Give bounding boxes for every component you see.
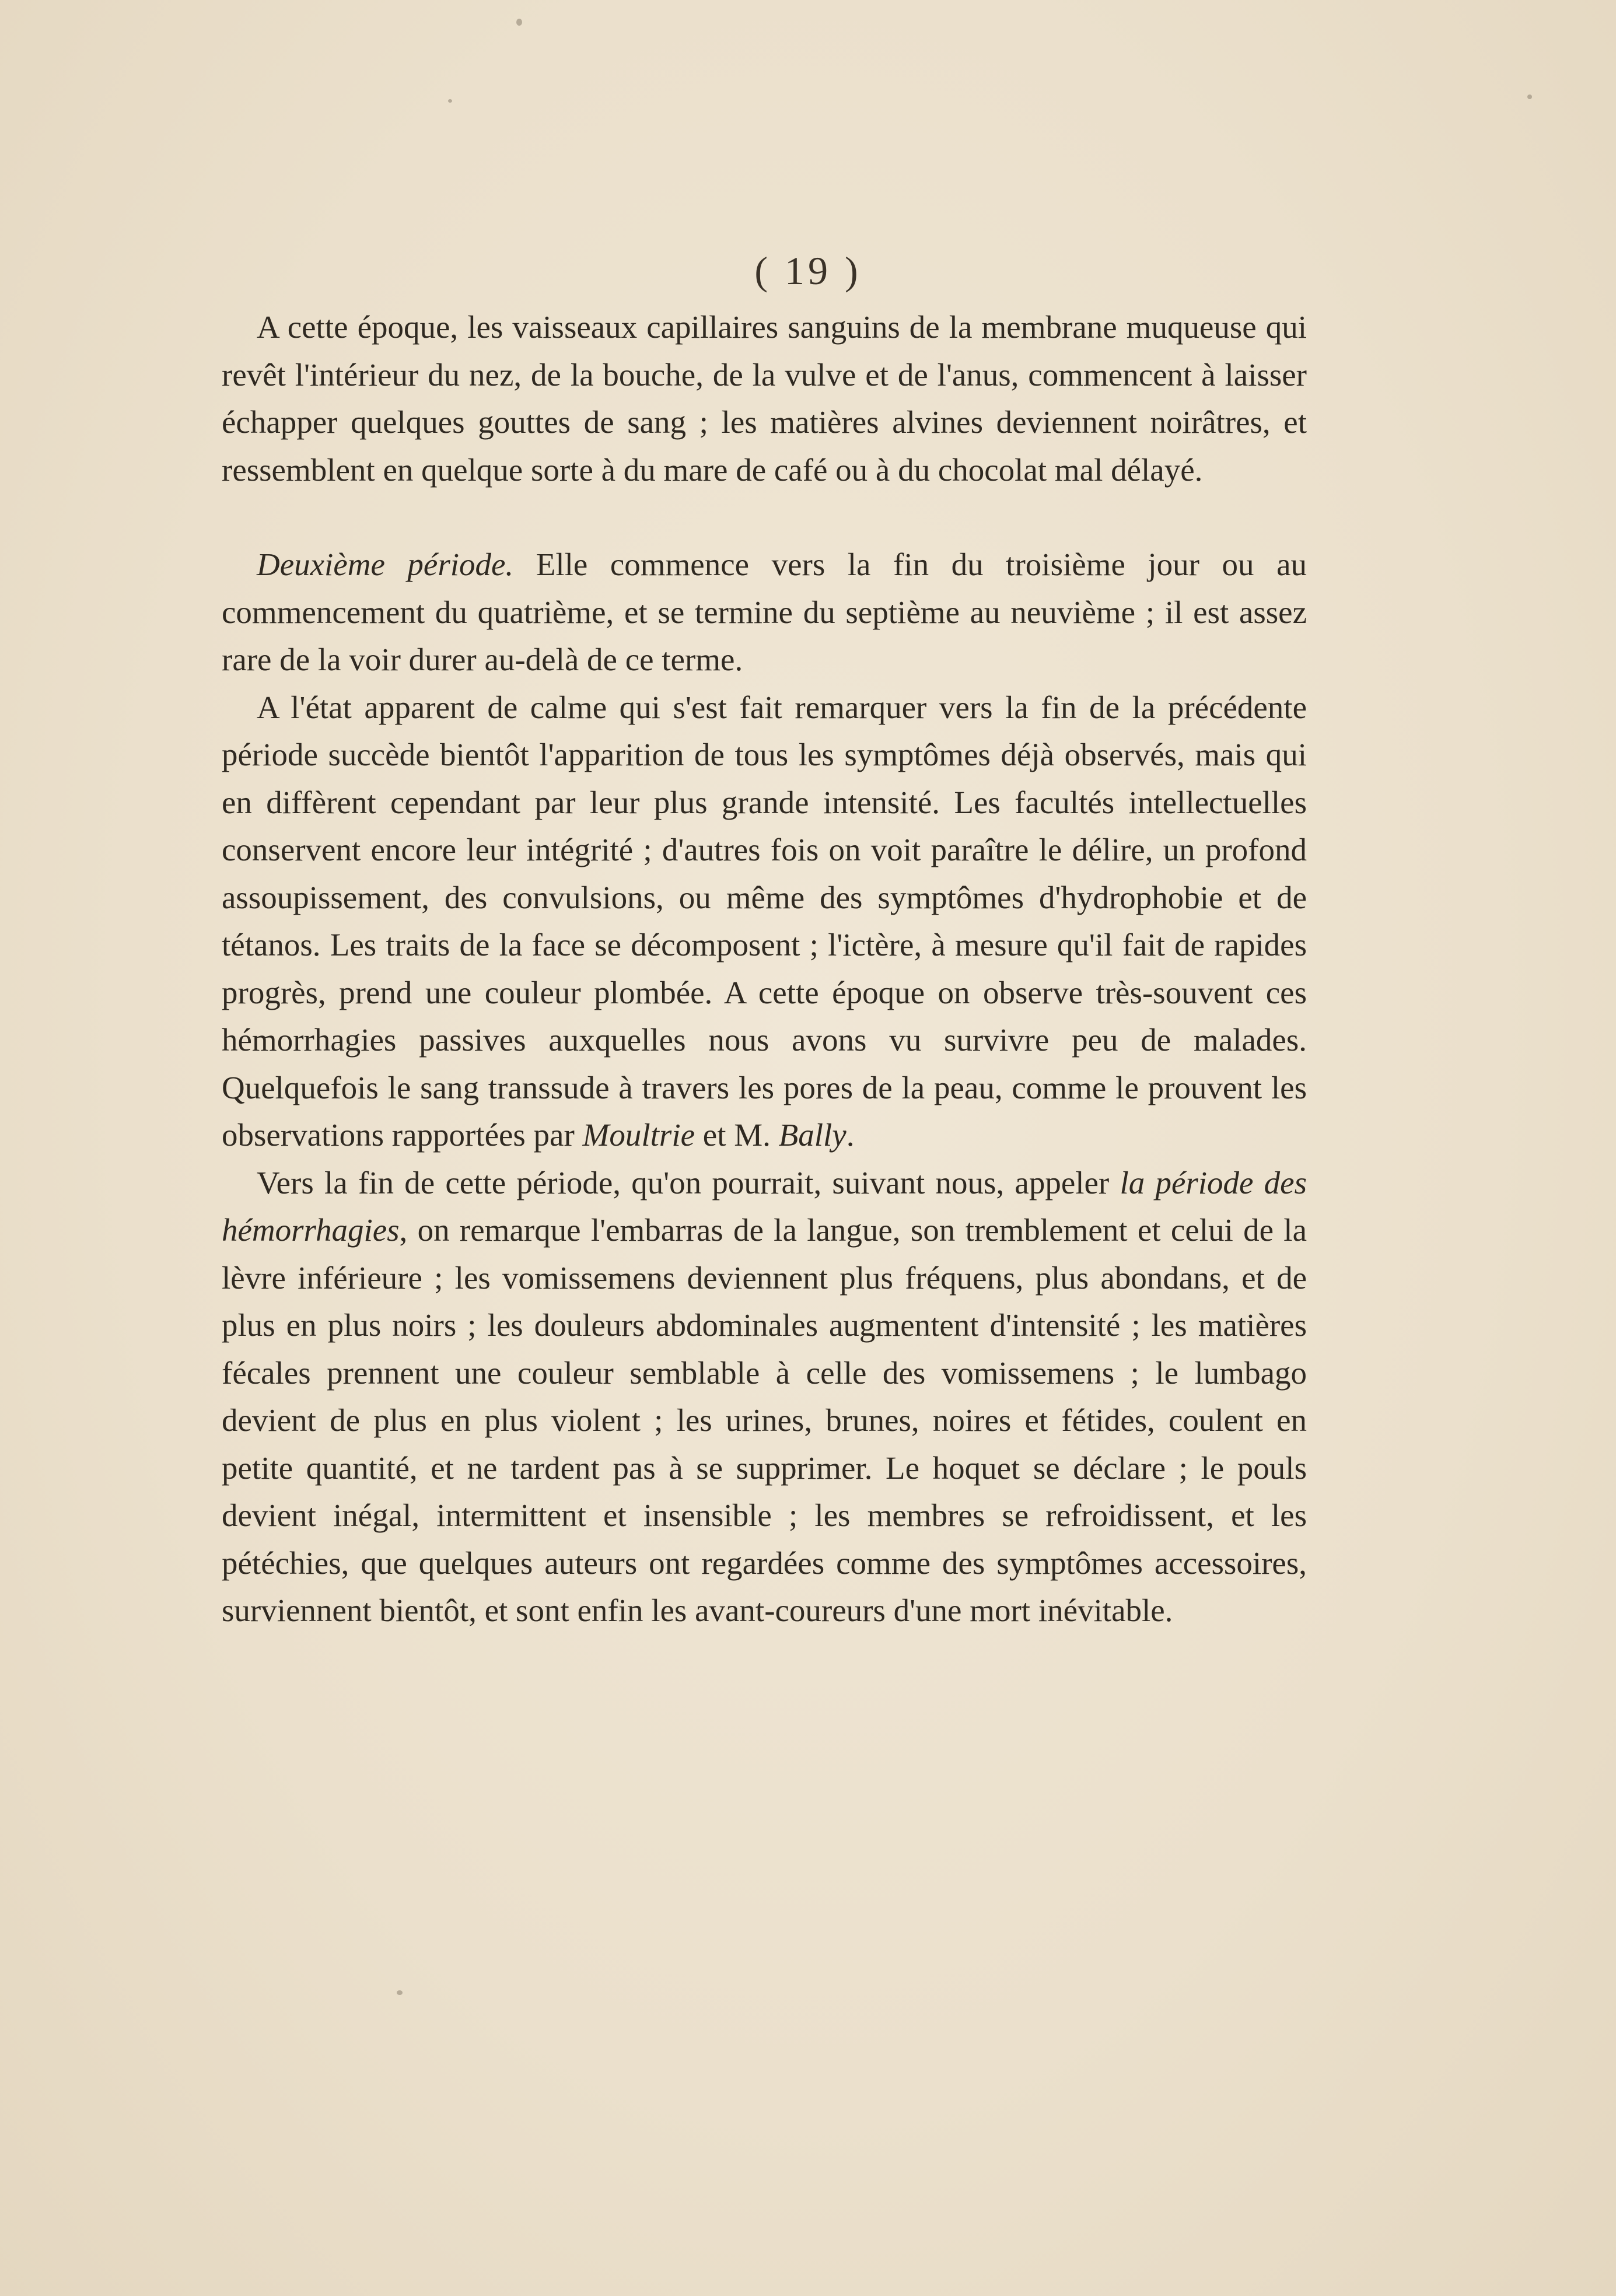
paragraph-3-text-before: A l'état apparent de calme qui s'est fait remarquer vers la fin de la précédente période succède bientôt l'apparition de tous les symptômes déjà observés, mais qui en diffèrent cependant par leur plus grande intensité. Les facultés intellectuelles conservent encore leur intégrité ; d'autres fois on voit paraître le délire, un profond assoupissement, des convulsions, ou même des symptômes d'hydrophobie et de tétanos. Les traits de la face se décomposent ; l'ictère, à mesure qu'il fait de rapides progrès, prend une couleur plombée. A cette époque on observe très-souvent ces hémorrhagies passives auxquelles nous avons vu survivre peu de malades. Quelquefois le sang transsude à travers les pores de la peau, comme le prouvent les observations rapportées par [222, 689, 1307, 1153]
paper-speck [448, 99, 452, 103]
paper-speck [516, 19, 522, 26]
paragraph-4 [222, 1159, 1307, 1634]
paragraph-3-text-middle: et M. [695, 1117, 779, 1153]
body-text [222, 303, 1307, 1634]
paragraph-4-text-before: Vers la fin de cette période, qu'on pourrait, suivant nous, appeler [257, 1164, 1120, 1200]
period-name-italic: la période des hémorrhagies [222, 1164, 1307, 1248]
paragraph-1-text: A cette époque, les vaisseaux capillaires sanguins de la membrane muqueuse qui revêt l'intérieur du nez, de la bouche, de la vulve et de l'anus, commencent à laisser échapper quelques gouttes de sang ; les matières alvines deviennent noirâtres, et ressemblent en quelque sorte à du mare de café ou à du chocolat mal délayé. [222, 309, 1307, 488]
paragraph-2-text: Elle commence vers la fin du troisième jour ou au commencement du quatrième, et se termine du septième au neuvième ; il est assez rare de la voir durer au-delà de ce terme. [222, 547, 1307, 677]
paragraph-3 [222, 684, 1307, 1159]
paragraph-3-text-after: . [846, 1117, 855, 1153]
paragraph-2 [222, 541, 1307, 684]
author-name-italic: Moultrie [582, 1117, 695, 1153]
paper-speck [1527, 94, 1532, 99]
author-name-italic: Bally [778, 1117, 847, 1153]
section-heading-italic: Deuxième période. [257, 547, 514, 582]
paper-speck [397, 1990, 403, 1995]
paragraph-1 [222, 303, 1307, 494]
paragraph-4-text-after: , on remarque l'embarras de la langue, son tremblement et celui de la lèvre inférieure ; les vomissemens deviennent plus fréquens, plus abondans, et de plus en plus noirs ; les douleurs abdominales augmentent d'intensité ; les matières fécales prennent une couleur semblable à celle des vomissemens ; le lumbago devient de plus en plus violent ; les urines, brunes, noires et fétides, coulent en petite quantité, et ne tardent pas à se supprimer. Le hoquet se déclare ; le pouls devient inégal, intermittent et insensible ; les membres se refroidissent, et les pétéchies, que quelques auteurs ont regardées comme des symptômes accessoires, surviennent bientôt, et sont enfin les avant-coureurs d'une mort inévitable. [222, 1212, 1307, 1628]
page-number: ( 19 ) [754, 249, 862, 293]
